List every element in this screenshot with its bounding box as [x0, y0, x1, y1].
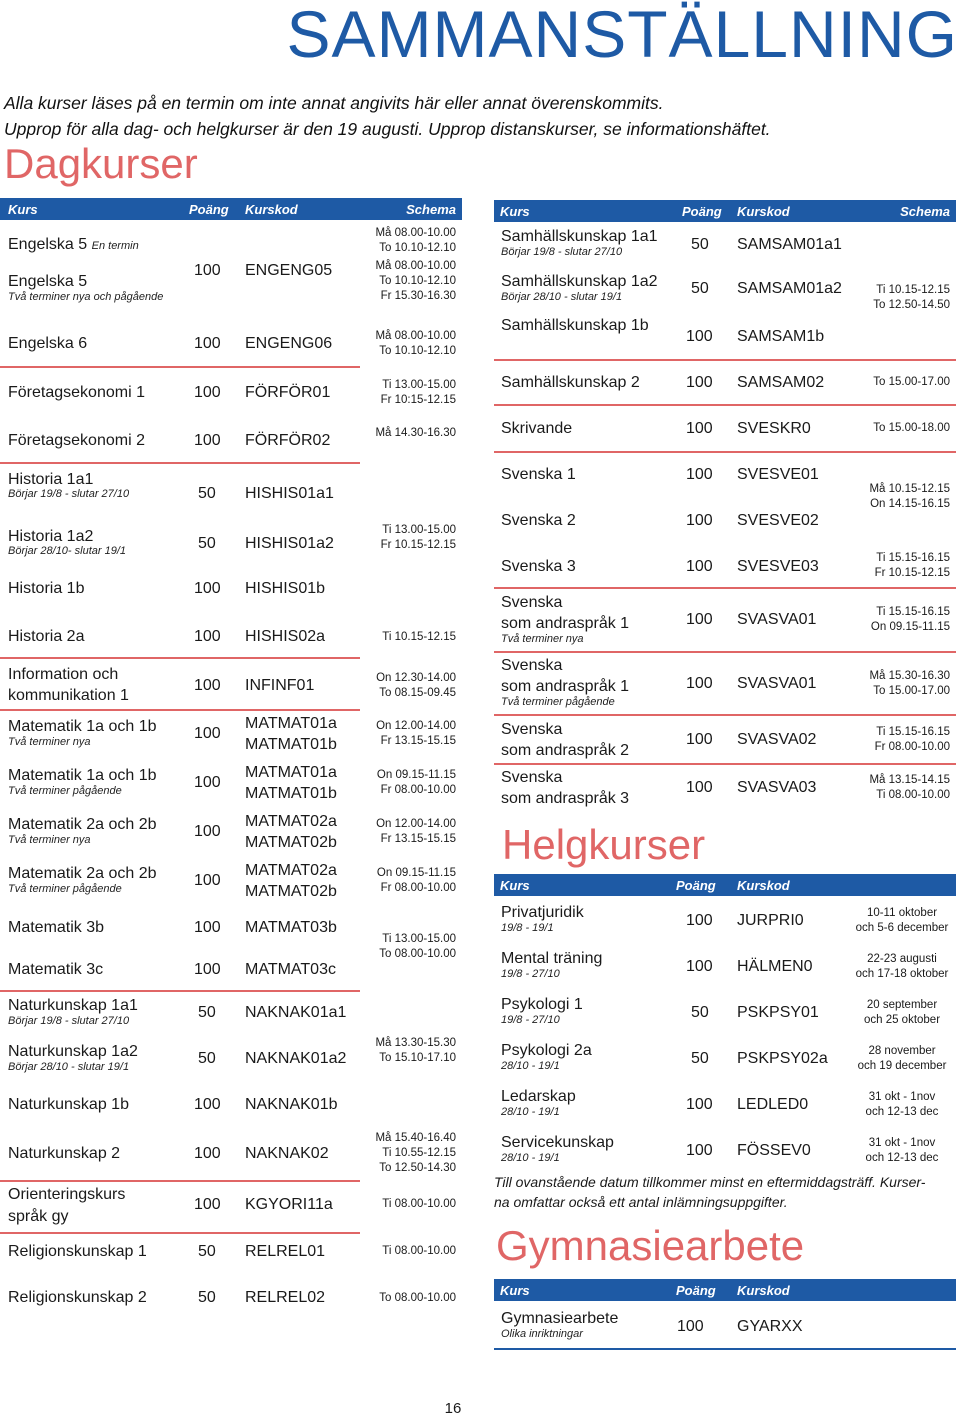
- course-schedule: 22-23 augusti och 17-18 oktober: [855, 953, 949, 980]
- course-schedule: Ti 15.15-16.15 Fr 08.00-10.00: [874, 726, 950, 753]
- intro-line-1: Alla kurser läses på en termin om inte annat angivits här eller annat överenskommits.: [4, 93, 664, 113]
- helg-note: Till ovanstående datum tillkommer minst en eftermiddagsträff. Kurser- na omfattar också ett antal inlämningsuppgifter.: [494, 1174, 926, 1210]
- course-code: HISHIS01b: [245, 580, 326, 597]
- course-points: 50: [691, 280, 709, 297]
- course-points: 100: [194, 919, 221, 936]
- page-title: SAMMANSTÄLLNING: [286, 0, 958, 71]
- intro-line-2: Upprop för alla dag- och helgkurser är den 19 augusti. Upprop distanskurser, se informationshäftet.: [4, 119, 771, 139]
- course-name: Servicekunskap: [501, 1134, 614, 1151]
- course-points: 100: [194, 872, 221, 889]
- course-name: Mental träning: [501, 950, 603, 967]
- course-points: 100: [686, 558, 713, 575]
- course-name: Historia 1a2: [8, 528, 94, 545]
- course-code: MATMAT02a MATMAT02b: [245, 813, 337, 851]
- course-points: 100: [686, 912, 713, 929]
- header-schema: Schema: [900, 204, 950, 219]
- course-dates: 28/10 - 19/1: [501, 1106, 560, 1118]
- course-points: 100: [686, 611, 713, 628]
- course-schedule: On 09.15-11.15 Fr 08.00-10.00: [376, 867, 456, 894]
- divider: [0, 1232, 360, 1234]
- course-name-line-2: kommunikation 1: [8, 687, 129, 704]
- course-points: 50: [691, 236, 709, 253]
- course-code: SVESVE03: [737, 558, 819, 575]
- course-code: SVASVA02: [737, 731, 817, 748]
- course-name: Gymnasiearbete: [501, 1310, 619, 1327]
- course-code: SVESVE02: [737, 512, 819, 529]
- course-code: ENGENG05: [245, 262, 333, 279]
- page-number: 16: [444, 1400, 462, 1417]
- course-name: Svenska: [501, 769, 563, 786]
- course-code: NAKNAK01b: [245, 1096, 338, 1113]
- course-points: 100: [194, 1145, 221, 1162]
- course-points: 100: [686, 779, 713, 796]
- course-code: MATMAT03c: [245, 961, 336, 978]
- course-name: Historia 1b: [8, 580, 85, 597]
- helg-table-header: [494, 874, 956, 896]
- course-schedule: To 08.00-10.00: [379, 1292, 456, 1304]
- course-name: Matematik 3c: [8, 961, 104, 978]
- course-name: Naturkunskap 1a2: [8, 1043, 138, 1060]
- course-schedule: On 12.00-14.00 Fr 13.15-15.15: [376, 818, 456, 845]
- divider: [494, 359, 956, 361]
- divider: [494, 651, 956, 653]
- course-schedule: Ti 13.00-15.00 To 08.00-10.00: [379, 933, 456, 960]
- course-note: Två terminer nya och pågående: [8, 291, 164, 303]
- course-points: 50: [198, 1289, 216, 1306]
- divider: [0, 1180, 360, 1182]
- header-poang: Poäng: [189, 202, 229, 217]
- course-points: 100: [194, 725, 221, 742]
- course-points: 100: [194, 384, 221, 401]
- course-name-line-2: språk gy: [8, 1208, 69, 1225]
- course-points: 100: [686, 420, 713, 437]
- course-code: SAMSAM1b: [737, 328, 825, 345]
- course-schedule: On 09.15-11.15 Fr 08.00-10.00: [376, 769, 456, 796]
- course-code: PSKPSY01: [737, 1004, 819, 1021]
- course-name: Svenska 1: [501, 466, 576, 483]
- course-schedule: Ti 08.00-10.00: [382, 1245, 456, 1257]
- divider: [0, 990, 360, 992]
- course-name: Svenska: [501, 721, 563, 738]
- course-points: 100: [194, 432, 221, 449]
- course-name: Historia 2a: [8, 628, 85, 645]
- course-schedule: To 15.00-17.00: [873, 376, 950, 388]
- course-code: NAKNAK01a2: [245, 1050, 347, 1067]
- course-schedule: Må 08.00-10.00 To 10.10-12.10: [375, 330, 456, 357]
- header-poang: Poäng: [676, 878, 716, 893]
- course-points: 50: [198, 1243, 216, 1260]
- course-code: INFINF01: [245, 677, 315, 694]
- course-note: Börjar 28/10 - slutar 19/1: [8, 1061, 130, 1073]
- course-name: Matematik 3b: [8, 919, 105, 936]
- header-kurs: Kurs: [500, 878, 530, 893]
- course-points: 100: [194, 335, 221, 352]
- course-note: Börjar 28/10 - slutar 19/1: [501, 291, 623, 303]
- course-name: Matematik 1a och 1b: [8, 767, 157, 784]
- header-poang: Poäng: [682, 204, 722, 219]
- course-schedule: 28 november och 19 december: [857, 1045, 947, 1072]
- course-note: Två terminer pågående: [8, 785, 122, 797]
- left-table-header: [0, 198, 462, 220]
- course-code: RELREL01: [245, 1243, 326, 1260]
- course-code: SVASVA01: [737, 611, 817, 628]
- course-points: 50: [198, 535, 216, 552]
- course-name: Samhällskunskap 1a1: [501, 228, 658, 245]
- course-name: Samhällskunskap 1a2: [501, 273, 658, 290]
- course-code: SVESKR0: [737, 420, 811, 437]
- course-name: Företagsekonomi 2: [8, 432, 145, 449]
- course-schedule: 31 okt - 1nov och 12-13 dec: [865, 1091, 939, 1118]
- course-name: Samhällskunskap 1b: [501, 317, 649, 334]
- header-poang: Poäng: [676, 1283, 716, 1298]
- course-schedule: Må 08.00-10.00 To 10.10-12.10 Må 08.00-10.00 To 10.10-12.10 Fr 15.30-16.30: [375, 227, 456, 302]
- course-name: Historia 1a1: [8, 471, 94, 488]
- course-name: Matematik 2a och 2b: [8, 816, 157, 833]
- course-code: GYARXX: [737, 1318, 803, 1335]
- course-name-line-2: som andraspråk 1: [501, 615, 630, 632]
- course-schedule: Ti 13.00-15.00 Fr 10.15-12.15: [380, 524, 456, 551]
- course-dates: 19/8 - 27/10: [501, 968, 560, 980]
- course-name: Matematik 2a och 2b: [8, 865, 157, 882]
- course-note: Två terminer nya: [8, 736, 91, 748]
- course-schedule: Må 14.30-16.30: [375, 427, 456, 439]
- course-points: 100: [686, 328, 713, 345]
- course-name: Religionskunskap 2: [8, 1289, 147, 1306]
- header-kurskod: Kurskod: [737, 878, 790, 893]
- course-note: Två terminer nya: [501, 633, 584, 645]
- course-points: 100: [194, 628, 221, 645]
- course-code: MATMAT01a MATMAT01b: [245, 764, 337, 802]
- course-code: MATMAT02a MATMAT02b: [245, 862, 337, 900]
- divider: [494, 714, 956, 716]
- course-points: 100: [686, 1096, 713, 1113]
- section-gymnasiearbete: Gymnasiearbete: [496, 1222, 805, 1269]
- course-schedule: Må 10.15-12.15 On 14.15-16.15: [869, 483, 950, 510]
- course-schedule: Må 13.30-15.30 To 15.10-17.10: [375, 1037, 456, 1064]
- course-name: Psykologi 1: [501, 996, 583, 1013]
- course-schedule: 31 okt - 1nov och 12-13 dec: [865, 1137, 939, 1164]
- course-points: 100: [194, 1196, 221, 1213]
- course-points: 100: [686, 675, 713, 692]
- divider: [494, 763, 956, 765]
- course-code: NAKNAK01a1: [245, 1004, 347, 1021]
- course-code: MATMAT01a MATMAT01b: [245, 715, 337, 753]
- course-note: Två terminer nya: [8, 834, 91, 846]
- divider: [494, 404, 956, 406]
- course-name: Information och: [8, 666, 119, 683]
- course-code: SAMSAM01a2: [737, 280, 842, 297]
- course-name: Naturkunskap 1b: [8, 1096, 129, 1113]
- course-schedule: 10-11 oktober och 5-6 december: [855, 907, 949, 934]
- course-code: SVASVA03: [737, 779, 817, 796]
- course-points: 100: [677, 1318, 704, 1335]
- divider: [0, 709, 360, 711]
- course-code: FÖRFÖR01: [245, 384, 331, 401]
- course-name: Engelska 5: [8, 273, 88, 290]
- course-points: 50: [691, 1050, 709, 1067]
- course-points: 100: [194, 677, 221, 694]
- course-name: Matematik 1a och 1b: [8, 718, 157, 735]
- course-code: SAMSAM02: [737, 374, 825, 391]
- course-points: 100: [194, 262, 221, 279]
- course-name: Skrivande: [501, 420, 573, 437]
- course-code: KGYORI11a: [245, 1196, 333, 1213]
- course-schedule: Ti 15.15-16.15 On 09.15-11.15: [870, 606, 950, 633]
- course-points: 100: [194, 774, 221, 791]
- header-kurs: Kurs: [500, 1283, 530, 1298]
- course-points: 50: [198, 1004, 216, 1021]
- course-points: 100: [686, 512, 713, 529]
- table-row: [8, 235, 139, 255]
- course-code: FÖRFÖR02: [245, 432, 331, 449]
- course-schedule: On 12.00-14.00 Fr 13.15-15.15: [376, 720, 456, 747]
- divider: [0, 657, 360, 659]
- course-name: Orienteringskurs: [8, 1186, 126, 1203]
- course-note: Två terminer pågående: [501, 696, 615, 708]
- course-code: FÖSSEV0: [737, 1142, 811, 1159]
- divider: [494, 451, 956, 453]
- course-note: Börjar 28/10- slutar 19/1: [8, 545, 127, 557]
- course-points: 100: [194, 580, 221, 597]
- course-name: Företagsekonomi 1: [8, 384, 145, 401]
- course-points: 100: [686, 374, 713, 391]
- course-schedule: Ti 08.00-10.00: [382, 1198, 456, 1210]
- divider: [0, 462, 360, 464]
- course-note: Börjar 19/8 - slutar 27/10: [501, 246, 623, 258]
- course-note: Två terminer pågående: [8, 883, 122, 895]
- course-points: 50: [198, 485, 216, 502]
- header-schema: Schema: [406, 202, 456, 217]
- course-code: NAKNAK02: [245, 1145, 329, 1162]
- header-kurskod: Kurskod: [245, 202, 298, 217]
- course-schedule: To 15.00-18.00: [873, 422, 950, 434]
- course-points: 100: [686, 958, 713, 975]
- course-schedule: Ti 15.15-16.15 Fr 10.15-12.15: [874, 552, 950, 579]
- course-schedule: Ti 10.15-12.15 To 12.50-14.50: [873, 284, 950, 311]
- course-name-line-2: som andraspråk 2: [501, 742, 630, 759]
- course-name-line-2: som andraspråk 3: [501, 790, 630, 807]
- course-name: Ledarskap: [501, 1088, 576, 1105]
- course-code: HISHIS01a2: [245, 535, 334, 552]
- course-schedule: Ti 10.15-12.15: [382, 631, 456, 643]
- course-name: Naturkunskap 1a1: [8, 997, 138, 1014]
- section-dagkurser: Dagkurser: [4, 140, 198, 187]
- course-code: HISHIS01a1: [245, 485, 334, 502]
- course-points: 50: [198, 1050, 216, 1067]
- course-code: MATMAT03b: [245, 919, 337, 936]
- course-points: 100: [686, 1142, 713, 1159]
- course-points: 100: [194, 1096, 221, 1113]
- header-kurs: Kurs: [8, 202, 38, 217]
- course-schedule: 20 september och 25 oktober: [863, 999, 941, 1026]
- header-kurskod: Kurskod: [737, 1283, 790, 1298]
- course-code: RELREL02: [245, 1289, 326, 1306]
- course-code: SVASVA01: [737, 675, 817, 692]
- course-dates: 28/10 - 19/1: [501, 1152, 560, 1164]
- course-code: PSKPSY02a: [737, 1050, 828, 1067]
- course-name: Engelska 5: [8, 236, 88, 253]
- course-code: JURPRI0: [737, 912, 804, 929]
- course-note: Olika inriktningar: [501, 1328, 583, 1340]
- course-name: Svenska 2: [501, 512, 576, 529]
- course-code: SVESVE01: [737, 466, 819, 483]
- course-schedule: Må 15.40-16.40 Ti 10.55-12.15 To 12.50-14.30: [375, 1132, 456, 1174]
- section-helgkurser: Helgkurser: [502, 821, 706, 868]
- course-note: Börjar 19/8 - slutar 27/10: [8, 488, 130, 500]
- course-dates: 19/8 - 27/10: [501, 1014, 560, 1026]
- course-name: Religionskunskap 1: [8, 1243, 147, 1260]
- course-schedule: Ti 13.00-15.00 Fr 10:15-12.15: [380, 379, 456, 406]
- course-points: 50: [691, 1004, 709, 1021]
- header-kurskod: Kurskod: [737, 204, 790, 219]
- course-code: HÄLMEN0: [737, 958, 813, 975]
- course-points: 100: [686, 466, 713, 483]
- course-note: En termin: [91, 240, 139, 252]
- course-schedule: Må 13.15-14.15 Ti 08.00-10.00: [869, 774, 950, 801]
- course-code: LEDLED0: [737, 1096, 809, 1113]
- divider: [494, 1348, 956, 1350]
- course-name: Engelska 6: [8, 335, 88, 352]
- course-name: Svenska 3: [501, 558, 576, 575]
- course-points: 100: [686, 731, 713, 748]
- course-code: SAMSAM01a1: [737, 236, 842, 253]
- course-code: HISHIS02a: [245, 628, 326, 645]
- course-points: 100: [194, 823, 221, 840]
- gym-table-header: [494, 1279, 956, 1301]
- course-name-line-2: som andraspråk 1: [501, 678, 630, 695]
- course-name: Samhällskunskap 2: [501, 374, 640, 391]
- course-name: Svenska: [501, 594, 563, 611]
- course-name: Naturkunskap 2: [8, 1145, 121, 1162]
- divider: [494, 587, 956, 589]
- course-schedule: Må 15.30-16.30 To 15.00-17.00: [869, 670, 950, 697]
- course-dates: 28/10 - 19/1: [501, 1060, 560, 1072]
- course-dates: 19/8 - 19/1: [501, 922, 554, 934]
- course-name: Svenska: [501, 657, 563, 674]
- header-kurs: Kurs: [500, 204, 530, 219]
- course-name: Psykologi 2a: [501, 1042, 592, 1059]
- course-points: 100: [194, 961, 221, 978]
- course-schedule: On 12.30-14.00 To 08.15-09.45: [376, 672, 456, 699]
- divider: [0, 366, 360, 368]
- course-note: Börjar 19/8 - slutar 27/10: [8, 1015, 130, 1027]
- right-table-header: [494, 200, 956, 222]
- course-name: Privatjuridik: [501, 904, 584, 921]
- course-code: ENGENG06: [245, 335, 333, 352]
